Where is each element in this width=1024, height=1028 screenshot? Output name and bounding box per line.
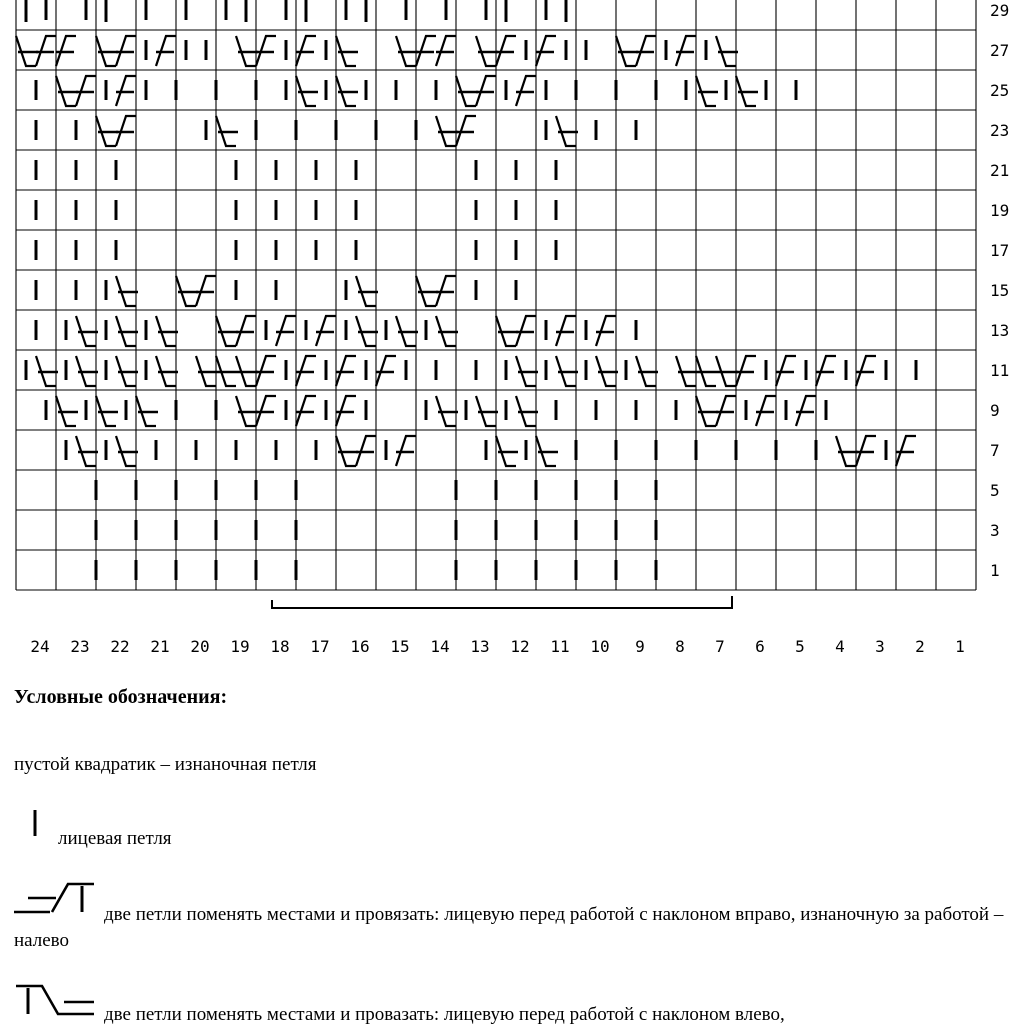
row-label: 7 — [990, 441, 1000, 460]
column-label: 7 — [715, 637, 725, 656]
row-label: 9 — [990, 401, 1000, 420]
row-label: 1 — [990, 561, 1000, 580]
repeat-bracket — [272, 596, 732, 608]
row-label: 17 — [990, 241, 1010, 260]
row-label: 11 — [990, 361, 1010, 380]
column-label: 1 — [955, 637, 965, 656]
column-label: 21 — [150, 637, 170, 656]
row-label: 27 — [990, 41, 1010, 60]
column-label: 15 — [390, 637, 410, 656]
row-label: 19 — [990, 201, 1010, 220]
row-label: 5 — [990, 481, 1000, 500]
column-label: 5 — [795, 637, 805, 656]
column-label: 12 — [510, 637, 530, 656]
column-label: 10 — [590, 637, 610, 656]
legend-title: Условные обозначения: — [14, 686, 228, 708]
column-label: 14 — [430, 637, 450, 656]
column-label: 4 — [835, 637, 845, 656]
column-label: 16 — [350, 637, 370, 656]
column-label: 19 — [230, 637, 250, 656]
column-label: 17 — [310, 637, 330, 656]
column-label: 23 — [70, 637, 90, 656]
column-label: 11 — [550, 637, 570, 656]
knit-stitch-icon — [30, 808, 40, 838]
column-label: 13 — [470, 637, 490, 656]
legend-knit-text: лицевая петля — [58, 828, 172, 849]
row-label: 3 — [990, 521, 1000, 540]
column-label: 2 — [915, 637, 925, 656]
column-label: 22 — [110, 637, 130, 656]
row-label: 13 — [990, 321, 1010, 340]
row-label: 21 — [990, 161, 1010, 180]
column-label: 20 — [190, 637, 210, 656]
column-label: 9 — [635, 637, 645, 656]
row-label: 15 — [990, 281, 1010, 300]
column-label: 8 — [675, 637, 685, 656]
row-label: 29 — [990, 1, 1010, 20]
row-label: 23 — [990, 121, 1010, 140]
row-label: 25 — [990, 81, 1010, 100]
legend-cross-left-text: две петли поменять местами и провазать: лицевую перед работой с наклоном влево, — [104, 1004, 785, 1025]
column-label: 24 — [30, 637, 50, 656]
legend-purl-text: пустой квадратик – изнаночная петля — [14, 754, 317, 775]
column-label: 6 — [755, 637, 765, 656]
column-label: 18 — [270, 637, 290, 656]
legend-cross-right-text: две петли поменять местами и провязать: лицевую перед работой с наклоном вправо, изнаночную за работой – налево — [14, 904, 1004, 951]
column-label: 3 — [875, 637, 885, 656]
